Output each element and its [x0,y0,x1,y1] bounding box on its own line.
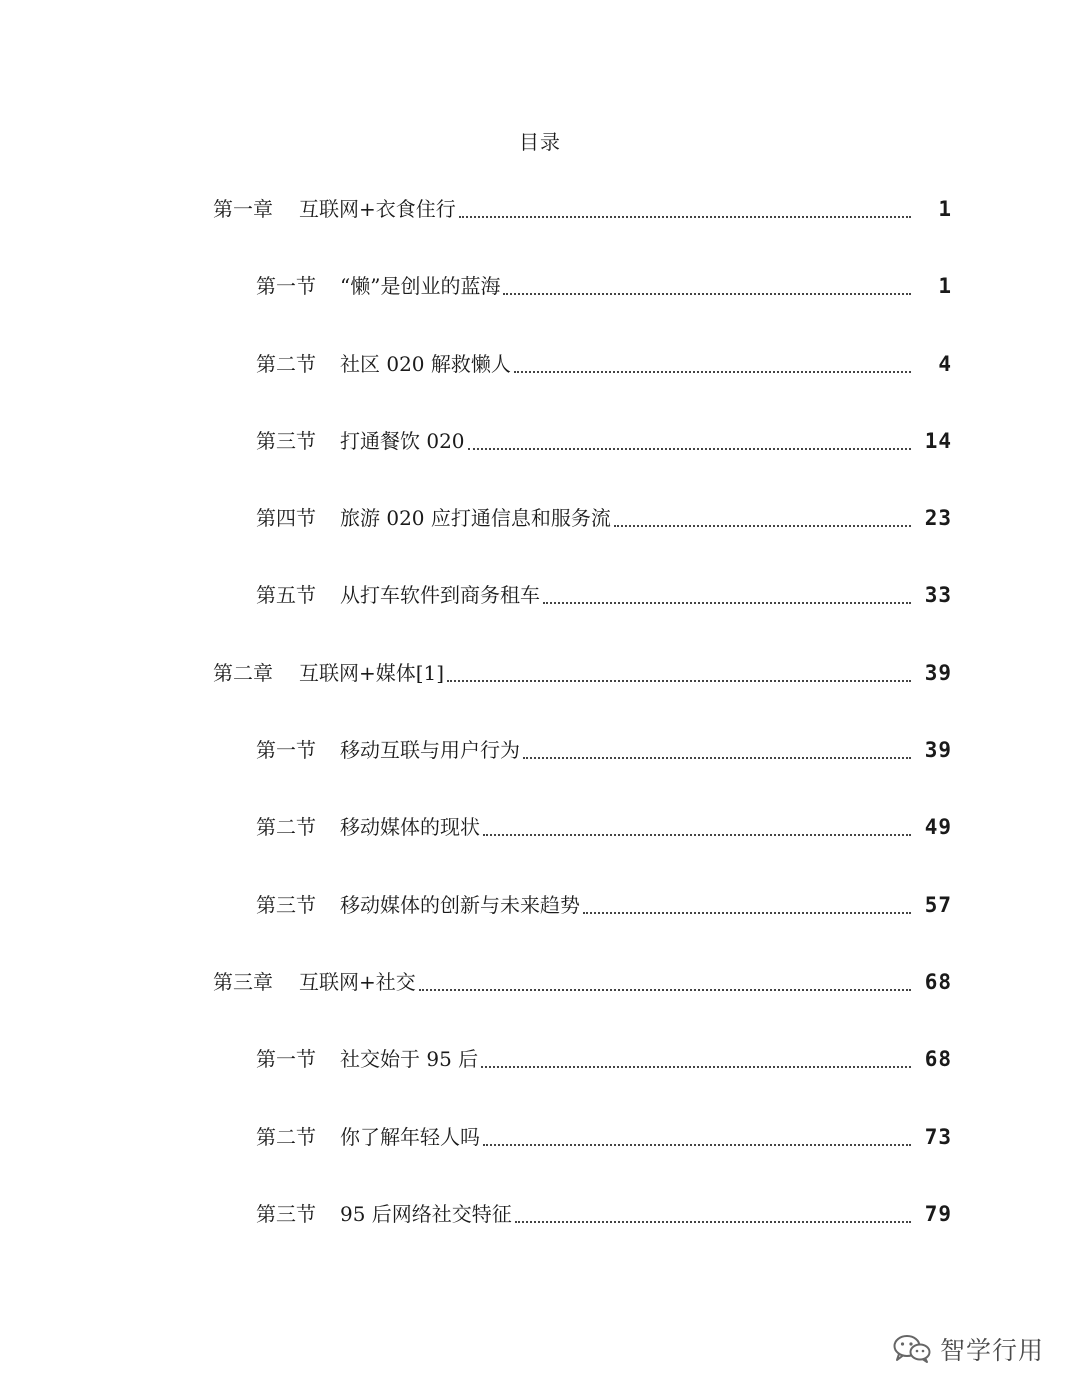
toc-dot-leader [481,1044,911,1074]
toc-dot-leader [514,349,911,379]
toc-dot-leader [483,812,911,842]
toc-page-number: 1 [938,197,952,221]
toc-entry-label: 第三节 [256,1201,316,1226]
toc-page-number: 79 [924,1201,952,1226]
table-of-contents [0,194,1080,1276]
toc-dot-leader [523,735,911,765]
toc-page-number: 39 [924,660,952,685]
wechat-icon [892,1334,932,1364]
toc-entry-title: 社区 020 解救懒人 [340,351,511,376]
toc-dot-leader [503,271,911,301]
toc-section-entry[interactable] [0,503,1080,580]
wechat-watermark [892,1331,1044,1367]
toc-section-entry[interactable] [0,735,1080,812]
toc-chapter-entry[interactable] [0,967,1080,1044]
toc-page-number: 4 [938,351,952,376]
toc-entry-label: 第一节 [256,1047,316,1072]
toc-entry-label: 第三节 [256,428,316,453]
toc-section-entry[interactable] [0,1122,1080,1199]
toc-dot-leader [468,426,911,456]
toc-section-entry[interactable] [0,349,1080,426]
toc-entry-title: 旅游 020 应打通信息和服务流 [340,506,611,531]
toc-entry-label: 第二节 [256,351,316,376]
toc-page-number: 57 [924,892,952,917]
toc-chapter-entry[interactable] [0,194,1080,271]
toc-entry-title: 从打车软件到商务租车 [340,583,540,608]
toc-entry-title: 你了解年轻人吗 [340,1124,480,1149]
toc-entry-label: 第一章 [213,197,273,221]
toc-section-entry[interactable] [0,1044,1080,1121]
toc-entry-label: 第四节 [256,506,316,531]
watermark-text: 智学行用 [939,1336,1044,1365]
toc-entry-title: 移动互联与用户行为 [340,738,520,763]
toc-entry-label: 第二章 [213,660,273,685]
toc-page-number: 68 [924,969,952,994]
toc-entry-title: 互联网+媒体[1] [299,660,445,685]
toc-page-number: 68 [924,1047,952,1072]
toc-dot-leader [447,658,911,688]
toc-entry-label: 第三节 [256,892,316,917]
toc-page-number: 1 [938,274,952,299]
toc-section-entry[interactable] [0,426,1080,503]
toc-entry-title: 互联网+社交 [299,969,416,994]
toc-entry-title: 95 后网络社交特征 [340,1201,512,1226]
toc-entry-title: 移动媒体的创新与未来趋势 [340,892,580,917]
toc-section-entry[interactable] [0,271,1080,348]
toc-entry-label: 第一节 [256,738,316,763]
toc-chapter-entry[interactable] [0,658,1080,735]
toc-section-entry[interactable] [0,812,1080,889]
toc-dot-leader [483,1122,911,1152]
toc-page-number: 73 [924,1124,952,1149]
toc-section-entry[interactable] [0,580,1080,657]
toc-entry-label: 第一节 [256,274,316,299]
toc-section-entry[interactable] [0,1199,1080,1276]
toc-entry-label: 第五节 [256,583,316,608]
toc-dot-leader [459,194,911,224]
toc-entry-title: 移动媒体的现状 [340,815,480,840]
toc-page-number: 14 [924,428,952,453]
toc-dot-leader [543,580,911,610]
toc-dot-leader [614,503,911,533]
toc-entry-label: 第二节 [256,815,316,840]
toc-entry-title: 互联网+衣食住行 [299,197,456,221]
toc-title: 目录 [519,130,561,154]
toc-page-number: 33 [924,583,952,608]
toc-dot-leader [583,890,911,920]
toc-page-number: 23 [924,506,952,531]
toc-dot-leader [419,967,911,997]
toc-entry-label: 第二节 [256,1124,316,1149]
toc-page-number: 49 [924,815,952,840]
toc-entry-title: “懒”是创业的蓝海 [340,274,501,299]
toc-entry-title: 打通餐饮 020 [340,428,465,453]
toc-dot-leader [515,1199,911,1229]
toc-page-number: 39 [924,738,952,763]
toc-section-entry[interactable] [0,890,1080,967]
toc-entry-label: 第三章 [213,969,273,994]
toc-entry-title: 社交始于 95 后 [340,1047,479,1072]
